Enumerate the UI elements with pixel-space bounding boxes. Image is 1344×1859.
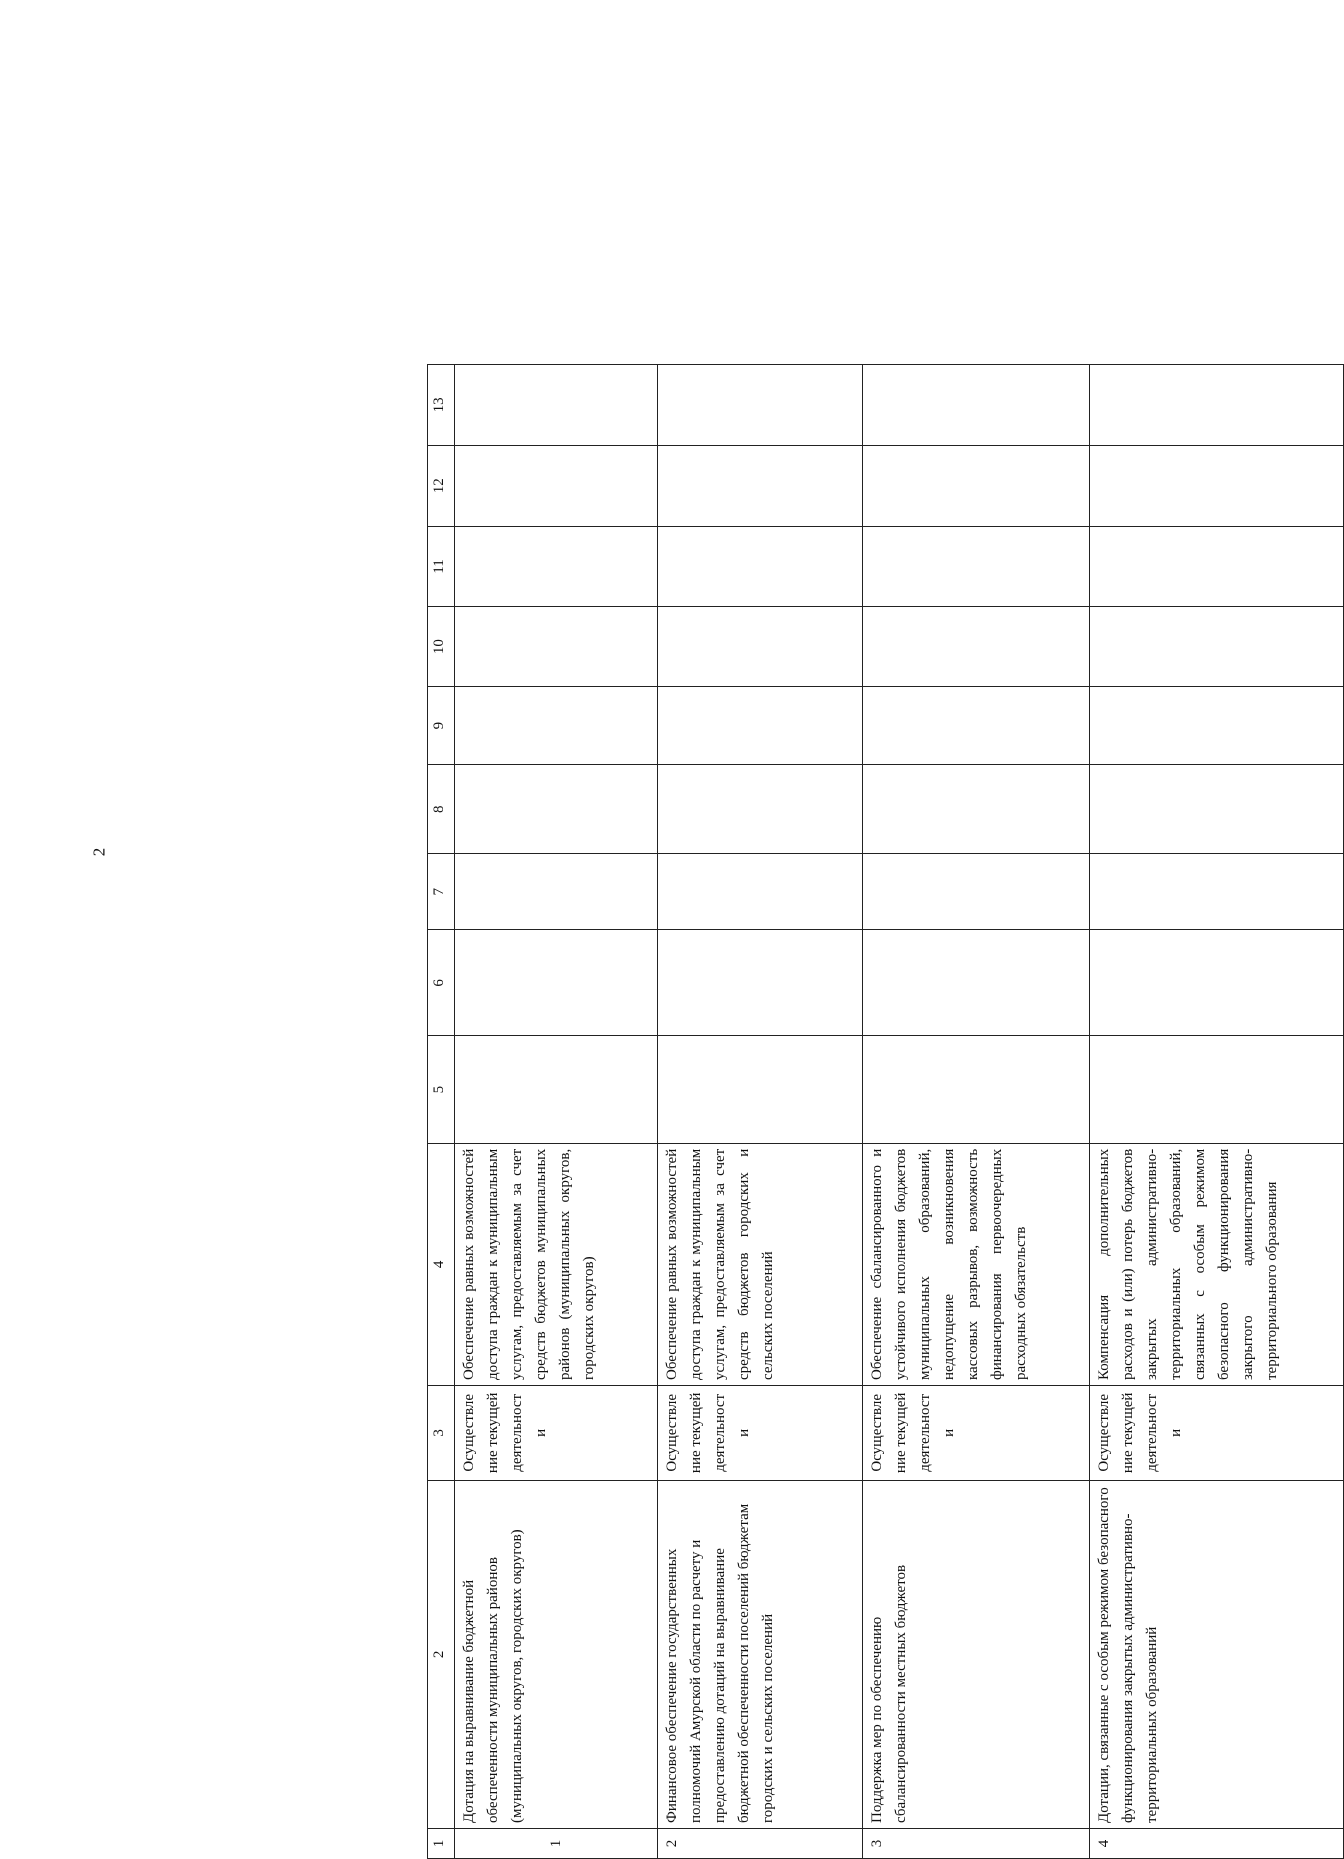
empty-cell (455, 365, 658, 446)
column-number-5: 5 (428, 1036, 455, 1143)
empty-cell (658, 854, 863, 930)
empty-cell (455, 854, 658, 930)
empty-cell (863, 365, 1090, 446)
empty-cell (1090, 930, 1344, 1036)
page-number: 2 (89, 847, 109, 857)
empty-cell (863, 1036, 1090, 1143)
empty-cell (863, 607, 1090, 687)
row-number: 3 (863, 1829, 1090, 1859)
column-number-6: 6 (428, 930, 455, 1036)
empty-cell (658, 365, 863, 446)
empty-cell (1090, 365, 1344, 446)
row-goal: Компенсация дополнительных расходов и (или) потерь бюджетов закрытых административно-территориальных образований, связанных с особым режимом безопасного функционирования закрытого административно-территориального образования (1090, 1143, 1344, 1385)
row-number: 1 (455, 1829, 658, 1859)
row-name: Поддержка мер по обеспечению сбалансированности местных бюджетов (863, 1480, 1090, 1828)
empty-cell (1090, 526, 1344, 607)
column-number-2: 2 (428, 1480, 455, 1828)
row-period: Осуществление текущей деятельности (1090, 1386, 1344, 1481)
column-number-9: 9 (428, 686, 455, 764)
empty-cell (1090, 686, 1344, 764)
empty-cell (455, 930, 658, 1036)
table-row (658, 365, 863, 1859)
empty-cell (658, 445, 863, 526)
table-row (1090, 365, 1344, 1859)
column-number-1: 1 (428, 1829, 455, 1859)
table-row (863, 365, 1090, 1859)
column-number-8: 8 (428, 765, 455, 854)
empty-cell (863, 765, 1090, 854)
empty-cell (1090, 445, 1344, 526)
row-number: 2 (658, 1829, 863, 1859)
row-period: Осуществление текущей деятельности (863, 1386, 1090, 1481)
column-number-3: 3 (428, 1386, 455, 1481)
empty-cell (1090, 854, 1344, 930)
empty-cell (658, 686, 863, 764)
empty-cell (1090, 1036, 1344, 1143)
empty-cell (455, 607, 658, 687)
empty-cell (863, 930, 1090, 1036)
empty-cell (1090, 765, 1344, 854)
row-period: Осуществление текущей деятельности (455, 1386, 658, 1481)
empty-cell (863, 445, 1090, 526)
empty-cell (863, 686, 1090, 764)
empty-cell (1090, 607, 1344, 687)
row-number: 4 (1090, 1829, 1344, 1859)
empty-cell (455, 686, 658, 764)
row-goal: Обеспечение сбалансированного и устойчивого исполнения бюджетов муниципальных образований, недопущение возникновения кассовых разрывов, возможность финансирования первоочередных расходных обязательств (863, 1143, 1090, 1385)
empty-cell (455, 526, 658, 607)
row-goal: Обеспечение равных возможностей доступа граждан к муниципальным услугам, предоставляемым за счет средств бюджетов городских и сельских поселений (658, 1143, 863, 1385)
column-number-7: 7 (428, 854, 455, 930)
empty-cell (658, 607, 863, 687)
empty-cell (455, 445, 658, 526)
column-number-10: 10 (428, 607, 455, 687)
empty-cell (658, 526, 863, 607)
empty-cell (863, 854, 1090, 930)
empty-cell (658, 930, 863, 1036)
row-period: Осуществление текущей деятельности (658, 1386, 863, 1481)
table-header-row (428, 365, 455, 1859)
empty-cell (658, 1036, 863, 1143)
column-number-11: 11 (428, 526, 455, 607)
table-row (455, 365, 658, 1859)
empty-cell (863, 526, 1090, 607)
column-number-4: 4 (428, 1143, 455, 1385)
row-name: Финансовое обеспечение государственных полномочий Амурской области по расчету и предоставлению дотаций на выравнивание бюджетной обеспеченности поселений бюджетам городских и сельских поселений (658, 1480, 863, 1828)
row-goal: Обеспечение равных возможностей доступа граждан к муниципальным услугам, предоставляемым за счет средств бюджетов муниципальных районов (муниципальных округов, городских округов) (455, 1143, 658, 1385)
row-name: Дотации, связанные с особым режимом безопасного функционирования закрытых административно-территориальных образований (1090, 1480, 1344, 1828)
empty-cell (658, 765, 863, 854)
empty-cell (455, 765, 658, 854)
column-number-13: 13 (428, 365, 455, 446)
row-name: Дотация на выравнивание бюджетной обеспеченности муниципальных районов (муниципальных округов, городских округов) (455, 1480, 658, 1828)
program-table (427, 364, 1344, 1859)
empty-cell (455, 1036, 658, 1143)
column-number-12: 12 (428, 445, 455, 526)
rotated-table-wrapper (427, 364, 1340, 1859)
